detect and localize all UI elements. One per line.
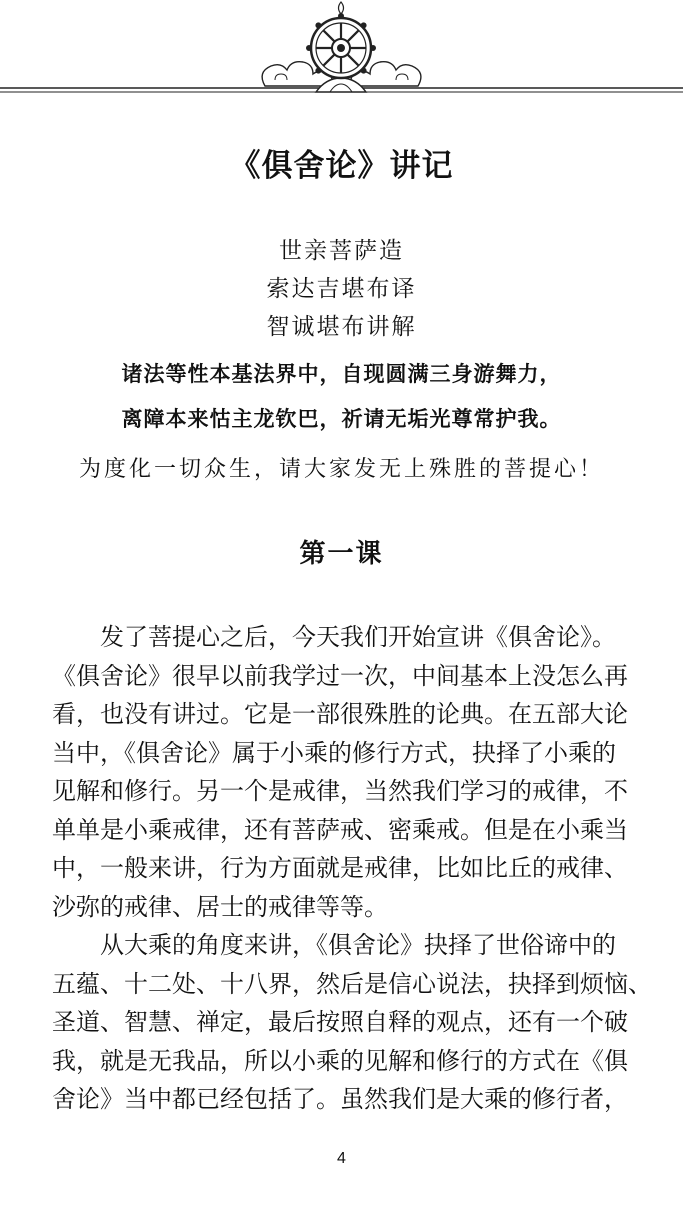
lesson-heading: 第一课: [299, 539, 384, 569]
byline-author: 世亲菩萨造: [279, 238, 404, 264]
page-number: 4: [337, 1150, 346, 1167]
byline-lecturer: 智诚堪布讲解: [266, 314, 417, 340]
lecture-body: [52, 618, 652, 1119]
body-line: 从大乘的角度来讲，《俱舍论》抉择了世俗谛中的: [52, 931, 616, 959]
body-line: 五蕴、十二处、十八界，然后是信心说法，抉择到烦恼、: [52, 969, 652, 998]
bodhicitta-aspiration: 为度化一切众生，请大家发无上殊胜的菩提心！: [78, 457, 604, 482]
byline-translator: 索达吉堪布译: [266, 276, 417, 302]
body-line: 《俱舍论》很早以前我学过一次，中间基本上没怎么再: [52, 661, 628, 690]
body-line: 沙弥的戒律、居士的戒律等等。: [52, 892, 388, 921]
prayer-verse-line-2: 离障本来怙主龙钦巴，祈请无垢光尊常护我。: [121, 407, 562, 431]
body-line: 我，就是无我品，所以小乘的见解和修行的方式在《俱: [52, 1046, 628, 1075]
body-line: 单单是小乘戒律，还有菩萨戒、密乘戒。但是在小乘当: [52, 815, 628, 844]
dharma-wheel-icon: [0, 0, 683, 110]
prayer-verse-line-1: 诸法等性本基法界中，自现圆满三身游舞力，: [121, 362, 562, 386]
body-line: 圣道、智慧、禅定，最后按照自释的观点，还有一个破: [52, 1008, 628, 1036]
body-line: 看，也没有讲过。它是一部很殊胜的论典。在五部大论: [52, 700, 628, 728]
body-line: 当中，《俱舍论》属于小乘的修行方式，抉择了小乘的: [52, 738, 616, 767]
document-title: 《俱舍论》讲记: [229, 148, 454, 184]
header-ornament: [0, 0, 683, 110]
body-line: 舍论》当中都已经包括了。虽然我们是大乘的修行者，: [52, 1085, 628, 1113]
body-line: 见解和修行。另一个是戒律，当然我们学习的戒律，不: [52, 777, 628, 805]
body-line: 发了菩提心之后，今天我们开始宣讲《俱舍论》。: [52, 623, 616, 651]
body-line: 中，一般来讲，行为方面就是戒律，比如比丘的戒律、: [52, 854, 628, 882]
